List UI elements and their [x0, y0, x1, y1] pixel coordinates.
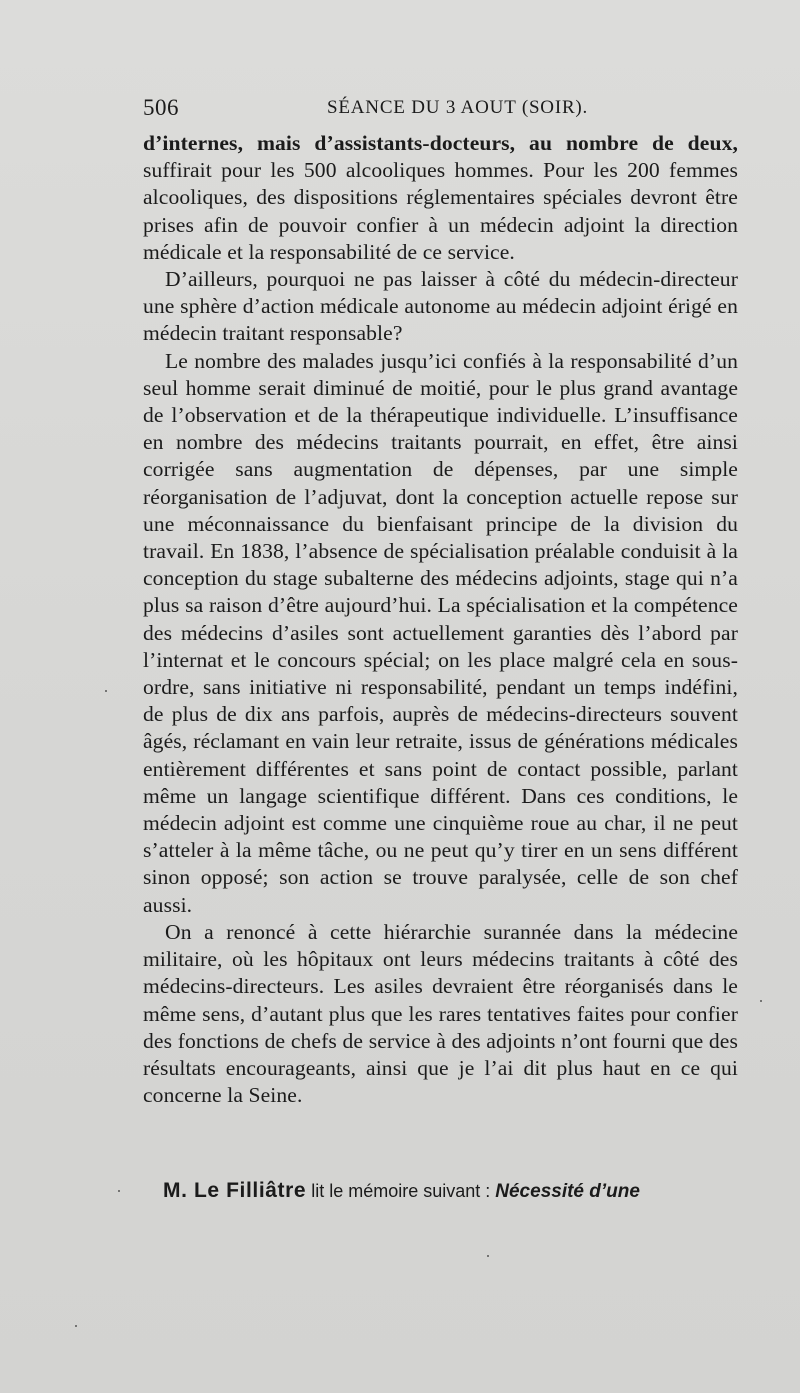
paragraph-2: D’ailleurs, pourquoi ne pas laisser à côté du médecin-directeur une sphère d’action médicale autonome au médecin adjoint érigé en médecin traitant responsable? [143, 267, 738, 346]
paper-speck [487, 1255, 489, 1257]
reads-phrase: lit le mémoire suivant : [306, 1181, 496, 1201]
running-head: SÉANCE DU 3 AOUT (SOIR). [327, 97, 589, 118]
memoir-title: Nécessité d’une [495, 1181, 640, 1202]
closing-line [163, 1178, 743, 1203]
paragraph-4: On a renoncé à cette hiérarchie surannée dans la médecine militaire, où les hôpitaux ont leurs médecins traitants à côté des médecins-directeurs. Les asiles devraient être réorganisés dans le même sens, d’autant plus que les rares tentatives faites pour confier des fonctions de chefs de service à des adjoints n’ont fourni que des résultats encourageants, ainsi que je l’ai dit plus haut en ce qui concerne la Seine. [143, 919, 738, 1108]
paragraph-1 [143, 130, 738, 266]
paragraph-1-rest: suffirait pour les 500 alcooliques hommes. Pour les 200 femmes alcooliques, des dispositions réglementaires spéciales devront être prises afin de pouvoir confier à un médecin adjoint la direction médicale et la responsabilité de ce service. [143, 158, 738, 264]
paper-speck [118, 1190, 120, 1192]
speaker-name: M. Le Filliâtre [163, 1179, 307, 1202]
body-text [143, 130, 738, 1109]
paragraph-3: Le nombre des malades jusqu’ici confiés à la responsabilité d’un seul homme serait diminué de moitié, pour le plus grand avantage de l’observation et de la thérapeutique individuelle. L’insuffisance en nombre des médecins traitants pourrait, en effet, être ainsi corrigée sans augmentation de dépenses, par une simple réorganisation de l’adjuvat, dont la conception actuelle repose sur une méconnaissance du bienfaisant principe de la division du travail. En 1838, l’absence de spécialisation préalable conduisit à la conception du stage subalterne des médecins adjoints, stage qui n’a plus sa raison d’être aujourd’hui. La spécialisation et la compétence des médecins d’asiles sont actuellement garanties dès l’abord par l’internat et le concours spécial; on les place malgré cela en sous-ordre, sans initiative ni responsabilité, pendant un temps indéfini, de plus de dix ans parfois, auprès de médecins-directeurs souvent âgés, réclamant en vain leur retraite, issus de générations médicales entièrement différentes et sans point de contact possible, parlant même un langage scientifique différent. Dans ces conditions, le médecin adjoint est comme une cinquième roue au char, il ne peut s’atteler à la même tâche, ou ne peut qu’y tirer en un sens différent sinon opposé; son action se trouve paralysée, celle de son chef aussi. [143, 348, 738, 917]
paper-speck [760, 1000, 762, 1002]
page-number: 506 [143, 95, 179, 120]
paragraph-1-bold-lead: d’internes, mais d’assistants-docteurs, au nombre de deux, [143, 131, 738, 155]
page-header [143, 95, 738, 125]
paper-speck [75, 1325, 77, 1327]
paper-speck [105, 690, 107, 692]
